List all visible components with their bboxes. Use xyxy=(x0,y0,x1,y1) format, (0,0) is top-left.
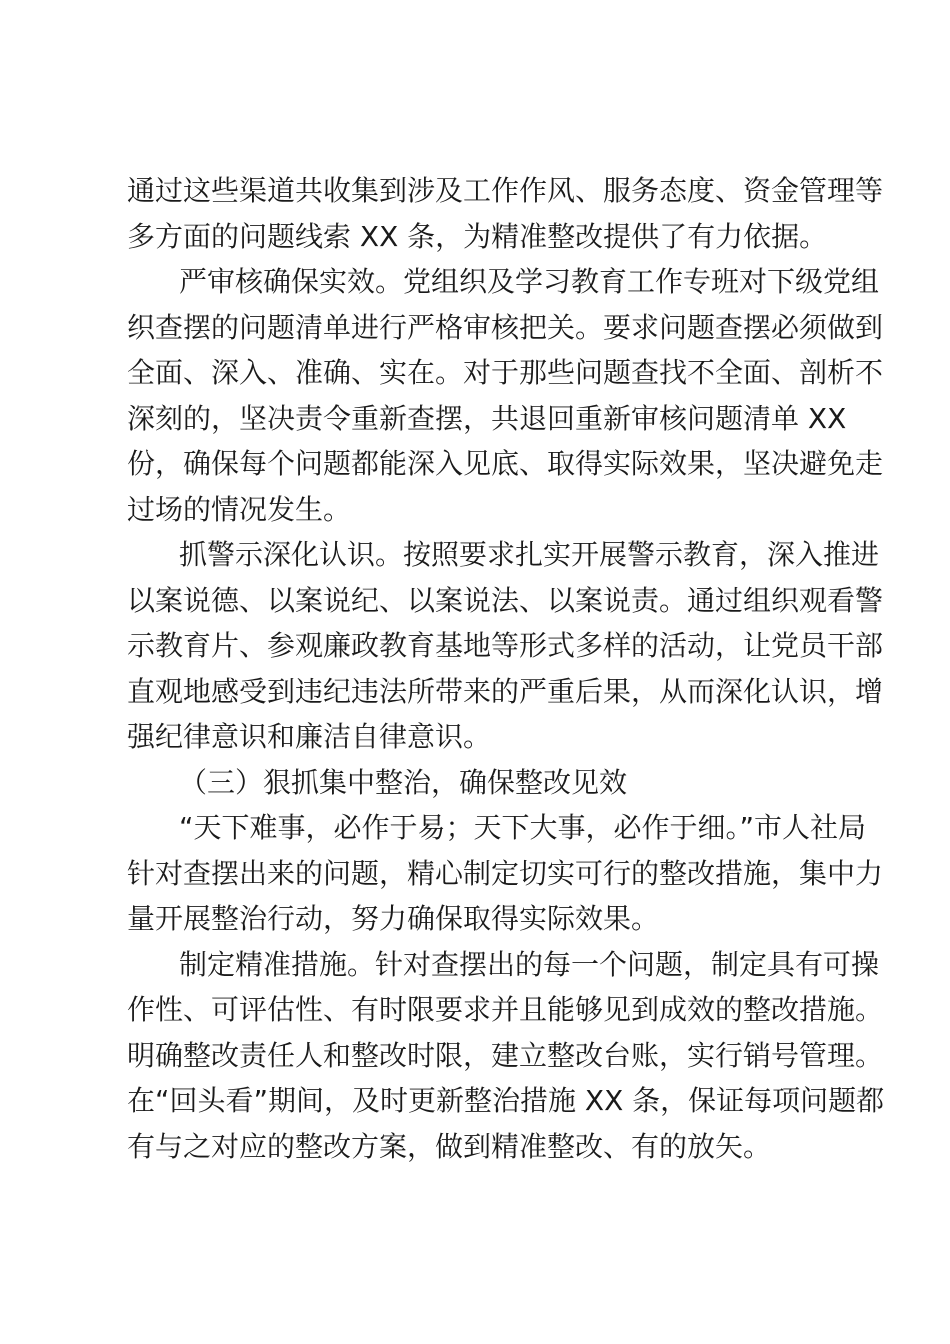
text-line: 多方面的问题线索 XX 条，为精准整改提供了有力依据。 xyxy=(127,219,828,253)
text-line: 全面、深入、准确、实在。对于那些问题查找不全面、剖析不 xyxy=(127,356,884,389)
paragraph-p1 xyxy=(127,168,884,259)
text-line: 强纪律意识和廉洁自律意识。 xyxy=(127,720,492,753)
text-line: 明确整改责任人和整改时限，建立整改台账，实行销号管理。 xyxy=(127,1038,884,1072)
text-line: 针对查摆出来的问题，精心制定切实可行的整改措施，集中力 xyxy=(127,856,884,890)
paragraph-p3 xyxy=(127,532,884,760)
section-heading xyxy=(127,760,823,806)
text-line: 示教育片、参观廉政教育基地等形式多样的活动，让党员干部 xyxy=(127,629,884,662)
text-line: 量开展整治行动，努力确保取得实际效果。 xyxy=(127,902,660,935)
paragraph-p5 xyxy=(127,805,884,942)
text-line: “天下难事，必作于易；天下大事，必作于细。”市人社局 xyxy=(179,811,867,844)
text-line: 抓警示深化认识。按照要求扎实开展警示教育，深入推进 xyxy=(179,538,880,571)
text-line: 织查摆的问题清单进行严格审核把关。要求问题查摆必须做到 xyxy=(127,310,884,344)
text-line: 在“回头看”期间，及时更新整治措施 XX 条，保证每项问题都 xyxy=(127,1084,885,1117)
paragraph-p2 xyxy=(127,259,884,532)
text-line: 通过这些渠道共收集到涉及工作作风、服务态度、资金管理等 xyxy=(127,174,884,207)
paragraph-p6 xyxy=(127,942,885,1170)
text-line: 有与之对应的整改方案，做到精准整改、有的放矢。 xyxy=(127,1129,772,1163)
section-heading-text: （三）狠抓集中整治，确保整改见效 xyxy=(179,765,628,799)
text-line: 以案说德、以案说纪、以案说法、以案说责。通过组织观看警 xyxy=(127,583,884,617)
text-line: 深刻的，坚决责令重新查摆，共退回重新审核问题清单 XX xyxy=(127,401,847,435)
text-line: 过场的情况发生。 xyxy=(127,492,352,526)
text-line: 份，确保每个问题都能深入见底、取得实际效果，坚决避免走 xyxy=(127,447,884,480)
text-line: 制定精准措施。针对查摆出的每一个问题，制定具有可操 xyxy=(179,947,880,981)
text-line: 作性、可评估性、有时限要求并且能够见到成效的整改措施。 xyxy=(127,993,884,1026)
document-body xyxy=(127,168,885,1169)
text-line: 严审核确保实效。党组织及学习教育工作专班对下级党组 xyxy=(179,265,880,298)
text-line: 直观地感受到违纪违法所带来的严重后果，从而深化认识，增 xyxy=(127,674,884,708)
